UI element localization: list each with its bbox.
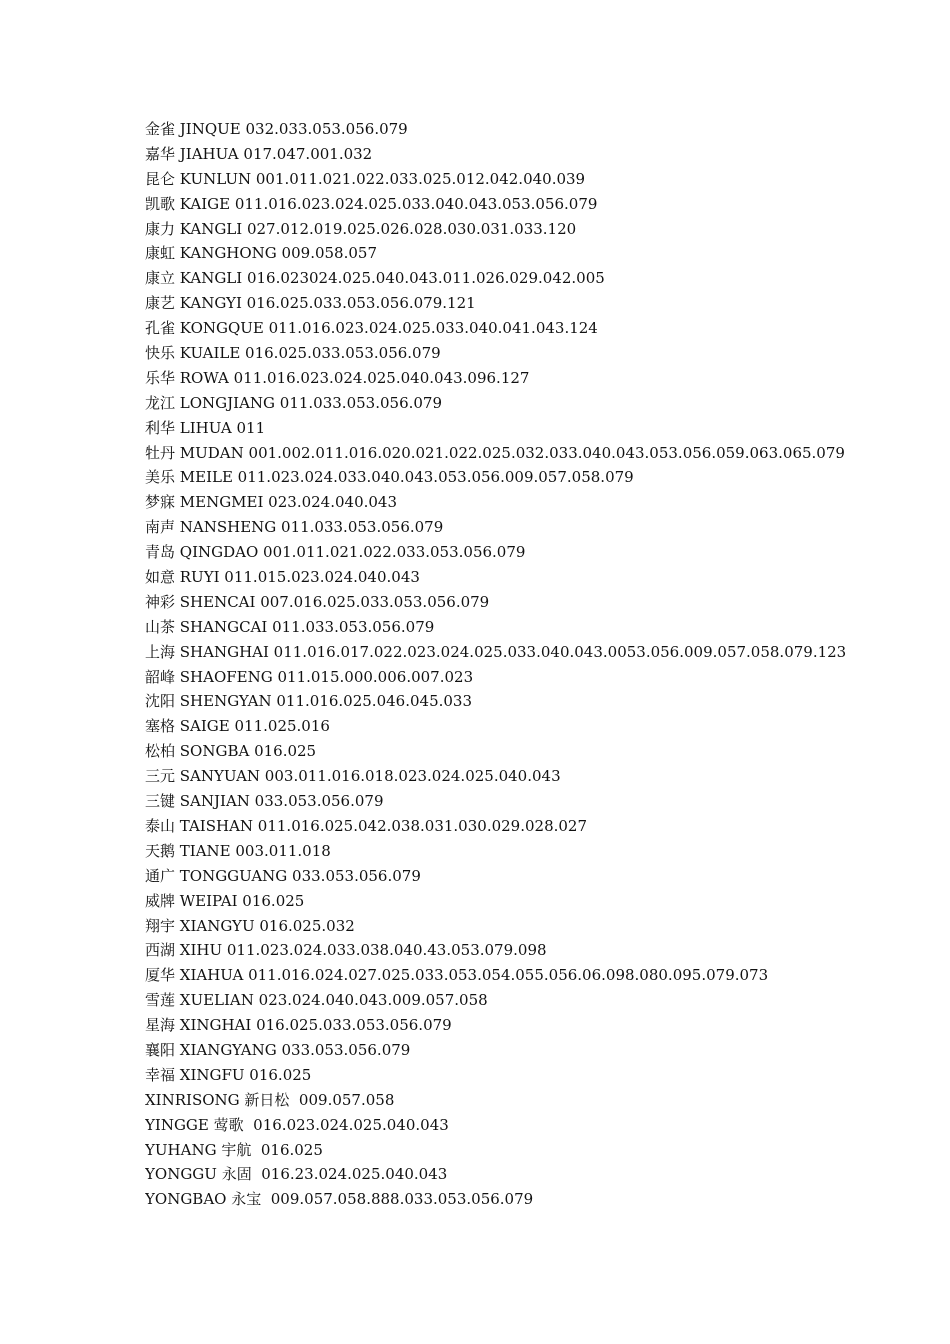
brand-code-line: 如意 RUYI 011.015.023.024.040.043 <box>145 568 420 587</box>
brand-code-line: 康力 KANGLI 027.012.019.025.026.028.030.031.033.120 <box>145 219 577 238</box>
brand-code-line: 凯歌 KAIGE 011.016.023.024.025.033.040.043.053.056.079 <box>145 194 598 213</box>
brand-code-line: 韶峰 SHAOFENG 011.015.000.006.007.023 <box>145 667 474 686</box>
brand-code-line: 上海 SHANGHAI 011.016.017.022.023.024.025.033.040.043.0053.056.009.057.058.079.123 <box>145 642 847 661</box>
brand-code-line: 美乐 MEILE 011.023.024.033.040.043.053.056.009.057.058.079 <box>145 468 634 487</box>
brand-code-line: 康虹 KANGHONG 009.058.057 <box>145 244 377 263</box>
brand-code-line: XINRISONG 新日松 009.057.058 <box>145 1090 395 1109</box>
brand-code-line: 金雀 JINQUE 032.033.053.056.079 <box>145 120 408 138</box>
brand-code-line: 威牌 WEIPAI 016.025 <box>145 891 305 910</box>
brand-code-line: 康立 KANGLI 016.023024.025.040.043.011.026.029.042.005 <box>145 269 605 288</box>
brand-code-line: 神彩 SHENCAI 007.016.025.033.053.056.079 <box>145 592 490 611</box>
brand-code-line: 三元 SANYUAN 003.011.016.018.023.024.025.040.043 <box>145 767 561 786</box>
brand-code-line: 牡丹 MUDAN 001.002.011.016.020.021.022.025.032.033.040.043.053.056.059.063.065.079 <box>145 443 845 462</box>
brand-code-line: 快乐 KUAILE 016.025.033.053.056.079 <box>145 344 441 363</box>
brand-code-line: 青岛 QINGDAO 001.011.021.022.033.053.056.079 <box>145 543 526 562</box>
brand-code-line: 幸福 XINGFU 016.025 <box>145 1065 312 1084</box>
brand-code-line: YINGGE 莺歌 016.023.024.025.040.043 <box>145 1115 449 1134</box>
brand-code-line: YUHANG 宇航 016.025 <box>145 1140 323 1159</box>
brand-code-line: 山茶 SHANGCAI 011.033.053.056.079 <box>145 617 435 636</box>
document-body <box>145 117 935 1212</box>
brand-code-line: 利华 LIHUA 011 <box>145 418 266 437</box>
brand-code-line: 襄阳 XIANGYANG 033.053.056.079 <box>145 1040 411 1059</box>
brand-code-line: 三键 SANJIAN 033.053.056.079 <box>145 792 384 811</box>
brand-code-line: YONGBAO 永宝 009.057.058.888.033.053.056.079 <box>145 1190 534 1209</box>
brand-code-line: 嘉华 JIAHUA 017.047.001.032 <box>145 144 373 163</box>
brand-code-line: 昆仑 KUNLUN 001.011.021.022.033.025.012.042.040.039 <box>145 169 586 188</box>
brand-code-line: 南声 NANSHENG 011.033.053.056.079 <box>145 518 444 537</box>
brand-code-line: 星海 XINGHAI 016.025.033.053.056.079 <box>145 1016 452 1035</box>
brand-code-line: 梦寐 MENGMEI 023.024.040.043 <box>145 493 398 512</box>
brand-code-line: 雪莲 XUELIAN 023.024.040.043.009.057.058 <box>145 991 488 1010</box>
brand-code-line: 泰山 TAISHAN 011.016.025.042.038.031.030.029.028.027 <box>145 816 588 835</box>
brand-code-line: 松柏 SONGBA 016.025 <box>145 742 317 761</box>
brand-code-line: 塞格 SAIGE 011.025.016 <box>145 717 330 736</box>
brand-code-line: 天鹅 TIANE 003.011.018 <box>145 841 331 860</box>
brand-code-line: 沈阳 SHENGYAN 011.016.025.046.045.033 <box>145 692 473 711</box>
brand-code-line: 龙江 LONGJIANG 011.033.053.056.079 <box>145 393 443 412</box>
brand-code-line: 厦华 XIAHUA 011.016.024.027.025.033.053.054.055.056.06.098.080.095.079.073 <box>145 966 769 985</box>
brand-code-line: 西湖 XIHU 011.023.024.033.038.040.43.053.079.098 <box>145 941 547 960</box>
brand-code-line: 乐华 ROWA 011.016.023.024.025.040.043.096.127 <box>145 368 530 387</box>
brand-code-line: 孔雀 KONGQUE 011.016.023.024.025.033.040.041.043.124 <box>145 319 598 338</box>
brand-code-line: 康艺 KANGYI 016.025.033.053.056.079.121 <box>145 294 476 313</box>
brand-code-line: YONGGU 永固 016.23.024.025.040.043 <box>145 1165 448 1184</box>
brand-code-line: 翔宇 XIANGYU 016.025.032 <box>145 916 355 935</box>
brand-code-line: 通广 TONGGUANG 033.053.056.079 <box>145 866 421 885</box>
